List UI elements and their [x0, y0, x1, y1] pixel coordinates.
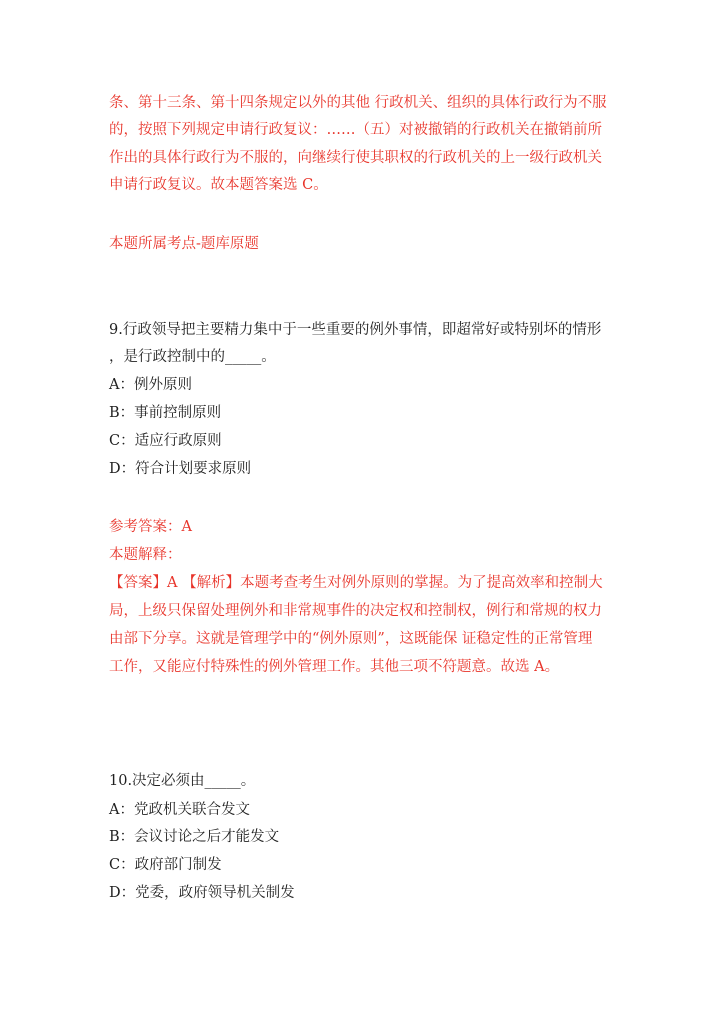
q9-explanation-line: 【答案】A 【解析】本题考查考生对例外原则的掌握。为了提高效率和控制大 — [109, 575, 603, 591]
q9-explanation-line: 由部下分享。这就是管理学中的“例外原则”，这既能保 证稳定性的正常管理 — [109, 631, 593, 647]
prev-explanation-line: 条、第十三条、第十四条规定以外的其他 行政机关、组织的具体行政行为不服 — [109, 95, 607, 111]
prev-explanation-line: 的，按照下列规定申请行政复议：……（五）对被撤销的行政机关在撤销前所 — [109, 122, 602, 138]
q9-explanation-line: 工作，又能应付特殊性的例外管理工作。其他三项不符题意。故选 A。 — [109, 659, 560, 675]
q9-stem-line: ，是行政控制中的_____。 — [109, 349, 276, 365]
q9-option-a: A：例外原则 — [109, 377, 192, 393]
q10-option-d: D：党委，政府领导机关制发 — [109, 885, 295, 901]
q10-option-c: C：政府部门制发 — [109, 857, 222, 873]
q10-option-a: A：党政机关联合发文 — [109, 802, 250, 818]
q10-stem: 10.决定必须由_____。 — [109, 773, 256, 789]
q9-option-c: C：适应行政原则 — [109, 433, 222, 449]
q9-stem-line: 9.行政领导把主要精力集中于一些重要的例外事情，即超常好或特别坏的情形 — [109, 322, 602, 338]
q9-explanation-line: 局，上级只保留处理例外和非常规事件的决定权和控制权，例行和常规的权力 — [109, 603, 602, 619]
prev-source-tag: 本题所属考点-题库原题 — [109, 236, 259, 252]
q9-explanation-label: 本题解释： — [109, 547, 182, 563]
q9-option-b: B：事前控制原则 — [109, 405, 222, 421]
q9-option-d: D：符合计划要求原则 — [109, 461, 252, 477]
prev-explanation-line: 作出的具体行政行为不服的，向继续行使其职权的行政机关的上一级行政机关 — [109, 150, 602, 166]
prev-explanation-line: 申请行政复议。故本题答案选 C。 — [109, 177, 328, 193]
q10-option-b: B：会议讨论之后才能发文 — [109, 829, 280, 845]
q9-answer: 参考答案：A — [109, 519, 192, 535]
